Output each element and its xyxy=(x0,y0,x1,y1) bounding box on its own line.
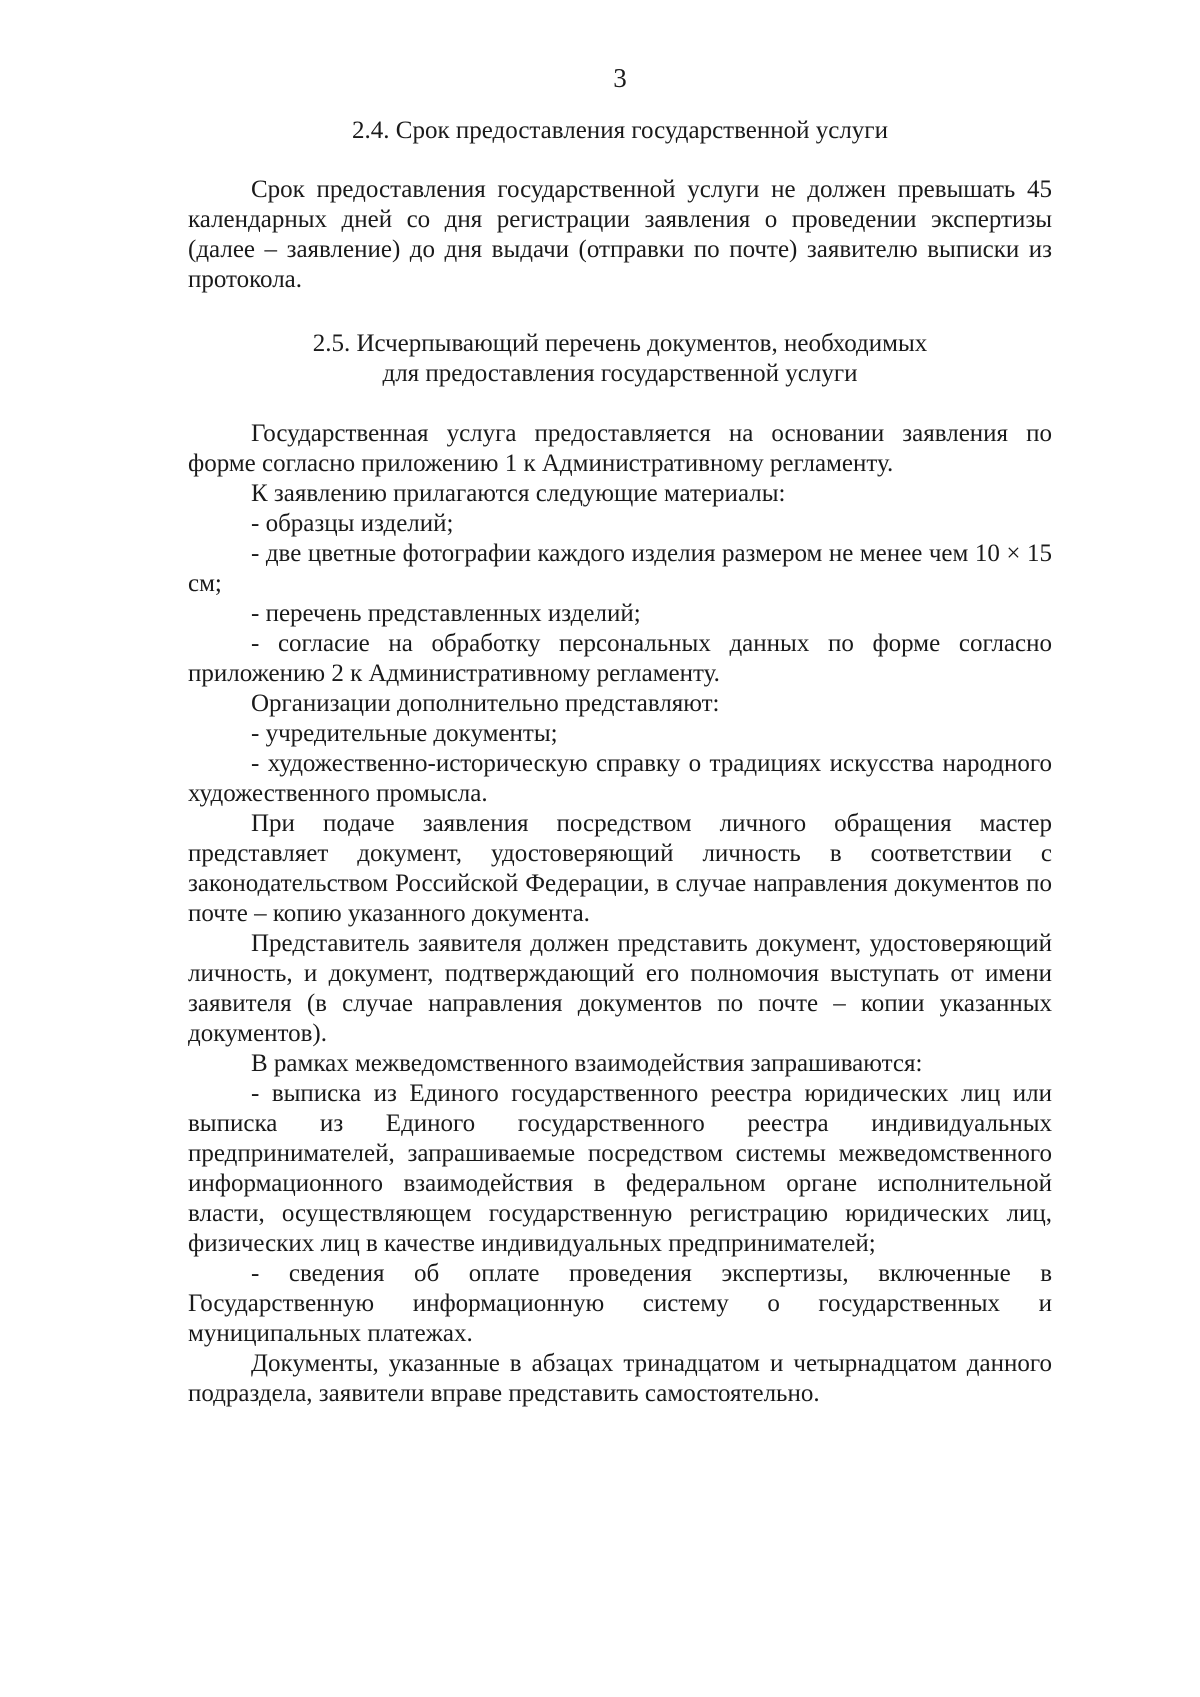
section-2-5-paragraph: Представитель заявителя должен представить документ, удостоверяющий личность, и документ, подтверждающий его полномочия выступать от имени заявителя (в случае направления документов по почте – копии указанных документов). xyxy=(188,930,1052,1047)
list-item: - художественно-историческую справку о традициях искусства народного художественного промысла. xyxy=(188,750,1052,807)
page-number: 3 xyxy=(613,63,627,93)
section-2-5-title-line-1: 2.5. Исчерпывающий перечень документов, необходимых xyxy=(312,330,928,357)
section-2-5-title-line-2: для предоставления государственной услуги xyxy=(382,360,858,387)
section-2-5-title xyxy=(188,329,1052,389)
section-2-5-paragraph: Организации дополнительно представляют: xyxy=(251,690,720,717)
list-item: - согласие на обработку персональных данных по форме согласно приложению 2 к Административному регламенту. xyxy=(188,630,1052,687)
section-2-5-paragraph: К заявлению прилагаются следующие материалы: xyxy=(251,480,786,507)
list-item: - учредительные документы; xyxy=(251,720,558,747)
list-item: - выписка из Единого государственного реестра юридических лиц или выписка из Единого государственного реестра индивидуальных предпринимателей, запрашиваемые посредством системы межведомственного информационного взаимодействия в федеральном органе исполнительной власти, осуществляющем государственную регистрацию юридических лиц, физических лиц в качестве индивидуальных предпринимателей; xyxy=(188,1080,1052,1257)
section-2-5-paragraph: Государственная услуга предоставляется на основании заявления по форме согласно приложению 1 к Административному регламенту. xyxy=(188,420,1052,477)
list-item: - две цветные фотографии каждого изделия размером не менее чем 10 × 15 см; xyxy=(188,540,1052,597)
section-2-5-paragraph: В рамках межведомственного взаимодействия запрашиваются: xyxy=(251,1050,923,1077)
section-2-4-title-text: 2.4. Срок предоставления государственной услуги xyxy=(352,117,888,144)
section-2-4-title xyxy=(188,116,1052,146)
document-body xyxy=(188,116,1052,1409)
list-item: - сведения об оплате проведения экспертизы, включенные в Государственную информационную систему о государственных и муниципальных платежах. xyxy=(188,1260,1052,1347)
section-2-4-paragraph: Срок предоставления государственной услуги не должен превышать 45 календарных дней со дня регистрации заявления о проведении экспертизы (далее – заявление) до дня выдачи (отправки по почте) заявителю выписки из протокола. xyxy=(188,176,1052,293)
list-item: - перечень представленных изделий; xyxy=(251,600,641,627)
section-2-5-paragraph: При подаче заявления посредством личного обращения мастер представляет документ, удостоверяющий личность в соответствии с законодательством Российской Федерации, в случае направления документов по почте – копию указанного документа. xyxy=(188,810,1052,927)
list-item: - образцы изделий; xyxy=(251,510,454,537)
section-2-5-paragraph: Документы, указанные в абзацах тринадцатом и четырнадцатом данного подраздела, заявители вправе представить самостоятельно. xyxy=(188,1350,1052,1407)
